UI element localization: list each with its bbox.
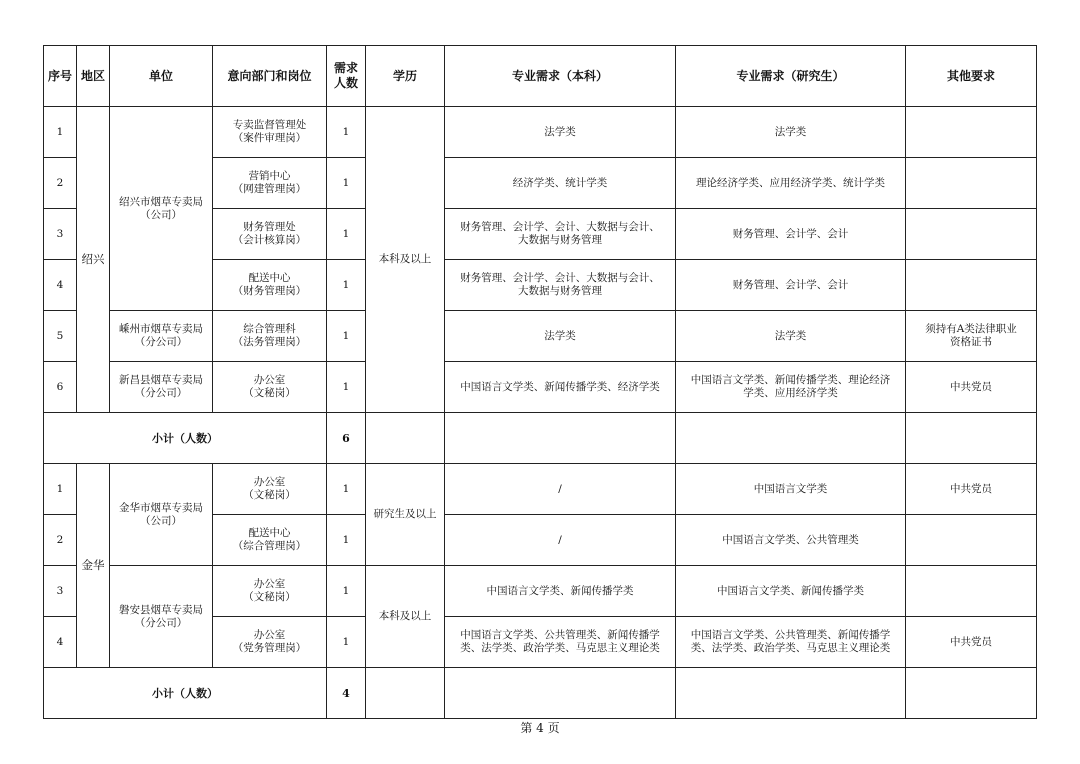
row-number: 4 xyxy=(44,617,77,668)
undergrad-major-cell: 法学类 xyxy=(445,107,676,158)
grad-major-cell: 法学类 xyxy=(676,107,906,158)
page-number: 第 4 页 xyxy=(520,721,560,735)
subtotal-label: 小计（人数） xyxy=(44,668,327,719)
table-row xyxy=(44,311,1037,362)
dept-cell: 配送中心 （财务管理岗） xyxy=(213,260,327,311)
unit-cell: 绍兴市烟草专卖局 （公司） xyxy=(110,107,213,311)
other-req-cell xyxy=(906,107,1037,158)
undergrad-major-cell: 财务管理、会计学、会计、大数据与会计、 大数据与财务管理 xyxy=(445,260,676,311)
undergrad-major-cell: 财务管理、会计学、会计、大数据与会计、 大数据与财务管理 xyxy=(445,209,676,260)
count-cell: 1 xyxy=(327,464,366,515)
education-cell: 本科及以上 xyxy=(366,107,445,413)
dept-cell: 办公室 （党务管理岗） xyxy=(213,617,327,668)
other-req-cell xyxy=(906,566,1037,617)
other-req-cell: 中共党员 xyxy=(906,464,1037,515)
unit-cell: 磐安县烟草专卖局 （分公司） xyxy=(110,566,213,668)
header-cell: 需求 人数 xyxy=(327,46,366,107)
undergrad-major-cell: 法学类 xyxy=(445,311,676,362)
grad-major-cell: 财务管理、会计学、会计 xyxy=(676,260,906,311)
table-row xyxy=(44,107,1037,158)
other-req-cell xyxy=(906,209,1037,260)
header-cell: 专业需求（研究生） xyxy=(676,46,906,107)
dept-cell: 办公室 （文秘岗） xyxy=(213,566,327,617)
undergrad-major-cell: 中国语言文学类、公共管理类、新闻传播学 类、法学类、政治学类、马克思主义理论类 xyxy=(445,617,676,668)
other-req-cell: 须持有A类法律职业 资格证书 xyxy=(906,311,1037,362)
other-req-cell xyxy=(906,260,1037,311)
grad-major-cell: 法学类 xyxy=(676,311,906,362)
subtotal-label: 小计（人数） xyxy=(44,413,327,464)
undergrad-major-cell: 中国语言文学类、新闻传播学类、经济学类 xyxy=(445,362,676,413)
header-cell: 单位 xyxy=(110,46,213,107)
dept-cell: 办公室 （文秘岗） xyxy=(213,464,327,515)
row-number: 1 xyxy=(44,464,77,515)
undergrad-major-cell: 中国语言文学类、新闻传播学类 xyxy=(445,566,676,617)
table-row xyxy=(44,362,1037,413)
dept-cell: 专卖监督管理处 （案件审理岗） xyxy=(213,107,327,158)
row-number: 1 xyxy=(44,107,77,158)
dept-cell: 营销中心 （网建管理岗） xyxy=(213,158,327,209)
dept-cell: 财务管理处 （会计核算岗） xyxy=(213,209,327,260)
row-number: 2 xyxy=(44,515,77,566)
undergrad-major-cell: / xyxy=(445,515,676,566)
other-req-cell: 中共党员 xyxy=(906,362,1037,413)
header-cell: 学历 xyxy=(366,46,445,107)
education-cell: 研究生及以上 xyxy=(366,464,445,566)
row-number: 5 xyxy=(44,311,77,362)
grad-major-cell: 财务管理、会计学、会计 xyxy=(676,209,906,260)
subtotal-row xyxy=(44,413,1037,464)
row-number: 6 xyxy=(44,362,77,413)
subtotal-value: 6 xyxy=(327,413,366,464)
count-cell: 1 xyxy=(327,107,366,158)
header-cell: 其他要求 xyxy=(906,46,1037,107)
table-row xyxy=(44,464,1037,515)
unit-cell: 嵊州市烟草专卖局 （分公司） xyxy=(110,311,213,362)
count-cell: 1 xyxy=(327,260,366,311)
grad-major-cell: 理论经济学类、应用经济学类、统计学类 xyxy=(676,158,906,209)
count-cell: 1 xyxy=(327,311,366,362)
subtotal-value: 4 xyxy=(327,668,366,719)
header-cell: 地区 xyxy=(77,46,110,107)
region-cell: 金华 xyxy=(77,464,110,668)
dept-cell: 配送中心 （综合管理岗） xyxy=(213,515,327,566)
table-row xyxy=(44,566,1037,617)
undergrad-major-cell: 经济学类、统计学类 xyxy=(445,158,676,209)
header-cell: 专业需求（本科） xyxy=(445,46,676,107)
row-number: 2 xyxy=(44,158,77,209)
header-row xyxy=(44,46,1037,107)
undergrad-major-cell: / xyxy=(445,464,676,515)
education-cell: 本科及以上 xyxy=(366,566,445,668)
count-cell: 1 xyxy=(327,566,366,617)
other-req-cell xyxy=(906,515,1037,566)
row-number: 3 xyxy=(44,566,77,617)
grad-major-cell: 中国语言文学类、新闻传播学类、理论经济 学类、应用经济学类 xyxy=(676,362,906,413)
grad-major-cell: 中国语言文学类 xyxy=(676,464,906,515)
grad-major-cell: 中国语言文学类、公共管理类 xyxy=(676,515,906,566)
region-cell: 绍兴 xyxy=(77,107,110,413)
recruitment-table xyxy=(43,45,1037,719)
count-cell: 1 xyxy=(327,158,366,209)
dept-cell: 综合管理科 （法务管理岗） xyxy=(213,311,327,362)
count-cell: 1 xyxy=(327,617,366,668)
header-cell: 序号 xyxy=(44,46,77,107)
other-req-cell: 中共党员 xyxy=(906,617,1037,668)
count-cell: 1 xyxy=(327,209,366,260)
header-cell: 意向部门和岗位 xyxy=(213,46,327,107)
other-req-cell xyxy=(906,158,1037,209)
grad-major-cell: 中国语言文学类、新闻传播学类 xyxy=(676,566,906,617)
row-number: 3 xyxy=(44,209,77,260)
dept-cell: 办公室 （文秘岗） xyxy=(213,362,327,413)
count-cell: 1 xyxy=(327,362,366,413)
unit-cell: 新昌县烟草专卖局 （分公司） xyxy=(110,362,213,413)
row-number: 4 xyxy=(44,260,77,311)
unit-cell: 金华市烟草专卖局 （公司） xyxy=(110,464,213,566)
subtotal-row xyxy=(44,668,1037,719)
grad-major-cell: 中国语言文学类、公共管理类、新闻传播学 类、法学类、政治学类、马克思主义理论类 xyxy=(676,617,906,668)
count-cell: 1 xyxy=(327,515,366,566)
